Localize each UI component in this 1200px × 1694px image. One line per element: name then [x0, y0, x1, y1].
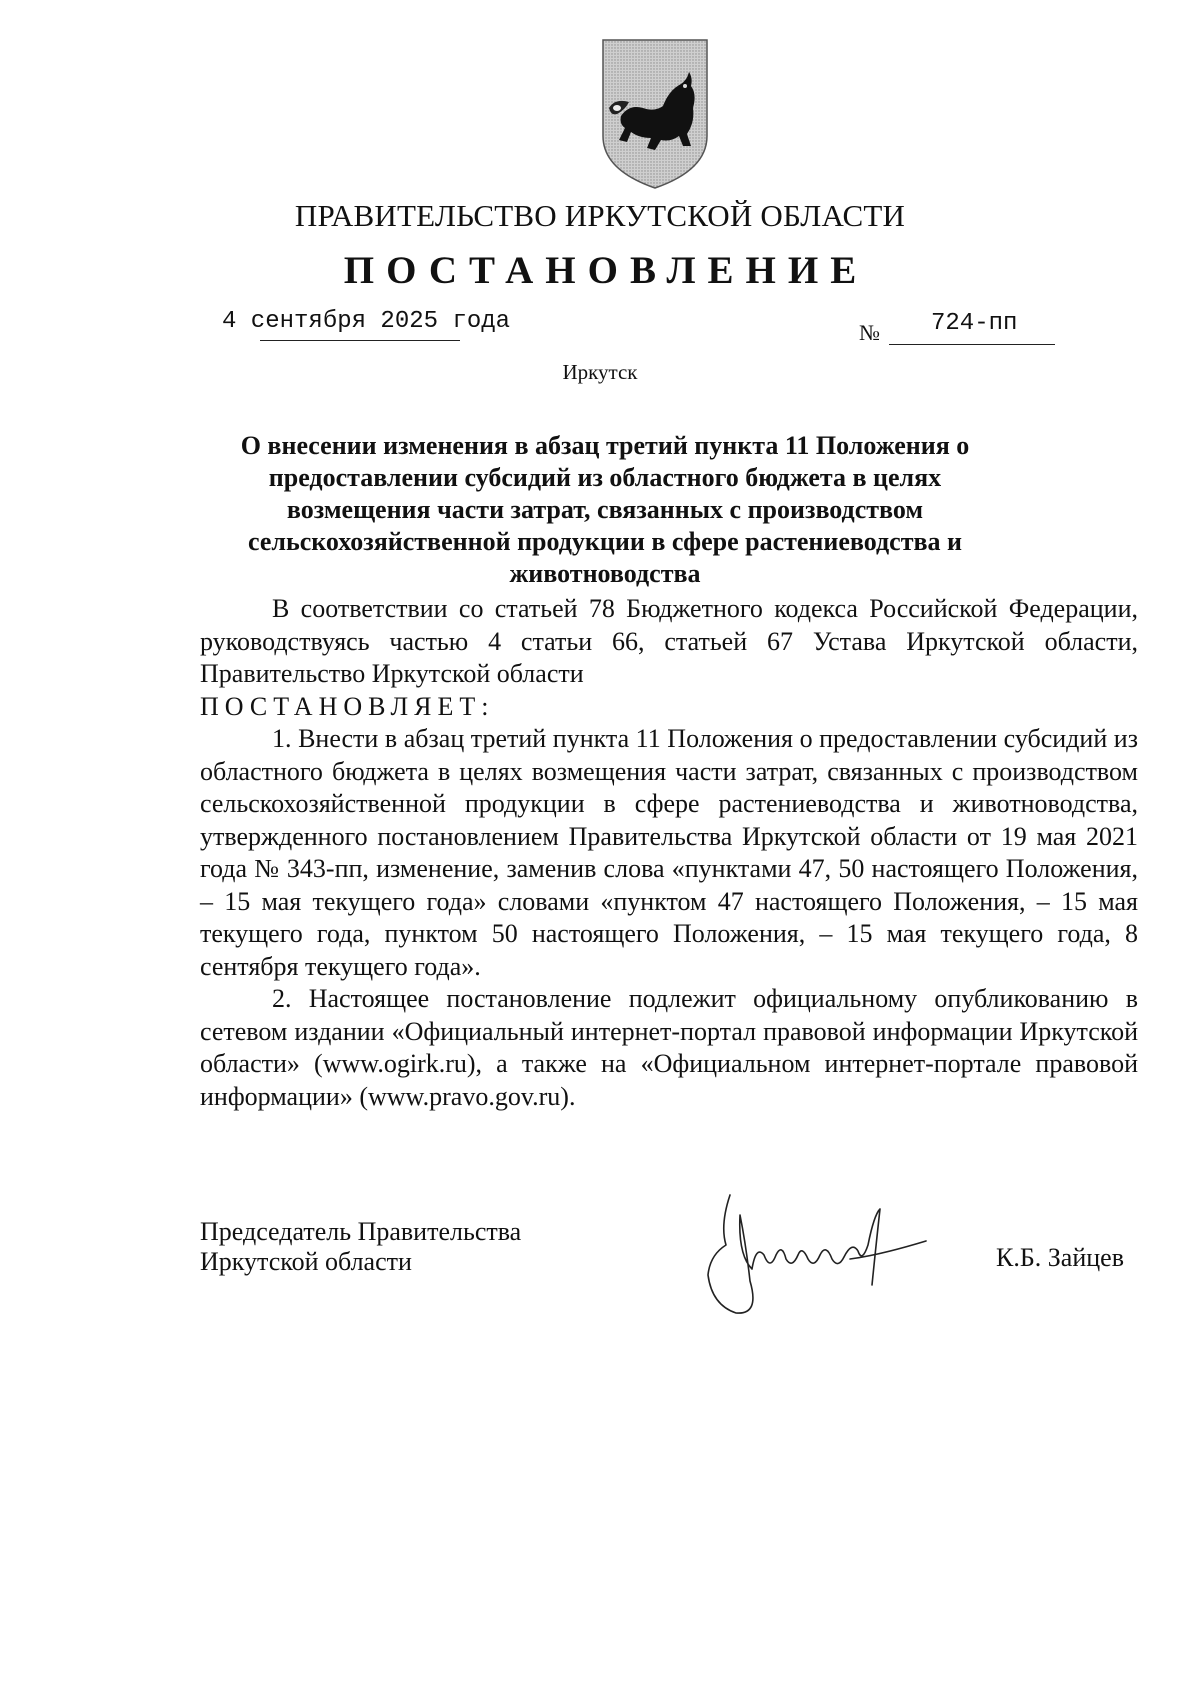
signer-position-line-2: Иркутской области	[200, 1247, 412, 1276]
city: Иркутск	[562, 360, 638, 384]
item-1-paragraph: 1. Внести в абзац третий пункта 11 Положения о предоставлении субсидий из областного бюджета в целях возмещения части затрат, связанных с производством сельскохозяйственной продукции в сфере растениеводства и животноводства, утвержденного постановлением Правительства Иркутской области от 19 мая 2021 года № 343-пп, изменение, заменив слова «пунктами 47, 50 настоящего Положения, – 15 мая текущего года» словами «пунктом 47 настоящего Положения, – 15 мая текущего года, пунктом 50 настоящего Положения, – 15 мая текущего года, 8 сентября текущего года».	[200, 724, 1138, 981]
signer-name: К.Б. Зайцев	[996, 1243, 1124, 1272]
date-text: 4 сентября 2025 года	[222, 308, 511, 335]
document-title: О внесении изменения в абзац третий пункта 11 Положения о предоставлении субсидий из областного бюджета в целях возмещения части затрат, связанных с производством сельскохозяйственной продукции в сфере растениеводства и животноводства	[240, 431, 970, 588]
date-underline	[260, 340, 460, 341]
preamble-paragraph: В соответствии со статьей 78 Бюджетного кодекса Российской Федерации, руководствуясь частью 4 статьи 66, статьей 67 Устава Иркутской области, Правительство Иркутской области	[200, 594, 1138, 688]
document-date	[222, 308, 510, 335]
item-2-paragraph: 2. Настоящее постановление подлежит официальному опубликованию в сетевом издании «Официальный интернет-портал правовой информации Иркутской области» (www.ogirk.ru), а также на «Официальном интернет-портале правовой информации» (www.pravo.gov.ru).	[200, 984, 1138, 1111]
decree-word: ПОСТАНОВЛЯЕТ:	[200, 691, 495, 721]
handwritten-signature	[690, 1185, 950, 1325]
number-text: 724-пп	[931, 310, 1018, 337]
number-underline	[889, 344, 1055, 345]
organization-name: ПРАВИТЕЛЬСТВО ИРКУТСКОЙ ОБЛАСТИ	[294, 198, 906, 233]
signer-position-line-1: Председатель Правительства	[200, 1217, 522, 1246]
document-body	[200, 593, 1138, 1113]
number-sign: №	[859, 320, 880, 345]
document-type: ПОСТАНОВЛЕНИЕ	[343, 249, 869, 292]
signer-position	[200, 1217, 521, 1277]
coat-of-arms-emblem	[599, 38, 711, 190]
